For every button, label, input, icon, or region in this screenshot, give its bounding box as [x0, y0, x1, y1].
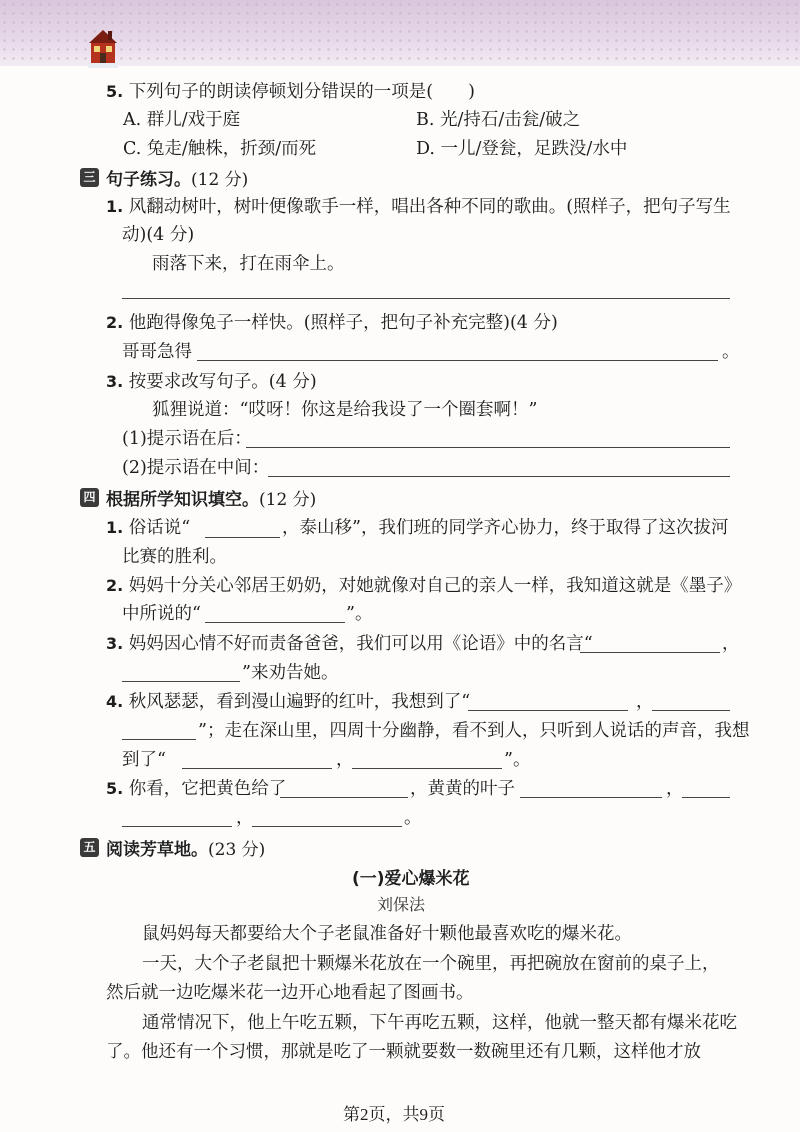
sec4-q4-end: ”。 [504, 750, 531, 770]
sec3-q2-suffix: 。 [722, 342, 740, 362]
page-footer: 第2页，共9页 [343, 1105, 445, 1124]
paragraph: 一天，大个子老鼠把十颗爆米花放在一个碗里，再把碗放在窗前的桌子上， [142, 954, 720, 974]
fill-blank[interactable] [122, 681, 240, 682]
sec4-q2-c: ”。 [346, 604, 373, 624]
paragraph: 了。他还有一个习惯，那就是吃了一颗就要数一数碗里还有几颗，这样他才放 [106, 1042, 701, 1062]
fill-blank[interactable] [122, 826, 232, 827]
option-a: A. 群儿/戏于庭 [123, 110, 241, 130]
fill-blank[interactable] [252, 826, 402, 827]
article-author: 刘保法 [377, 895, 426, 914]
fill-blank[interactable] [682, 797, 730, 798]
sec4-q5-b: ，黄黄的叶子 [410, 779, 515, 799]
paragraph: 通常情况下，他上午吃五颗，下午再吃五颗，这样，他就一整天都有爆米花吃 [142, 1013, 737, 1033]
fill-blank[interactable] [580, 652, 720, 653]
sec4-q3-a: 3. 妈妈因心情不好而责备爸爸，我们可以用《论语》中的名言“ [106, 634, 593, 654]
section-3-badge: 三 [80, 168, 99, 187]
header-banner [0, 0, 800, 66]
option-c: C. 兔走/触株，折颈/而死 [123, 139, 317, 159]
house-icon [86, 27, 120, 69]
paragraph: 然后就一边吃爆米花一边开心地看起了图画书。 [106, 983, 474, 1003]
fill-blank[interactable] [280, 797, 408, 798]
sec4-q2-b: 中所说的“ [122, 604, 201, 624]
answer-line[interactable] [122, 298, 730, 299]
sec3-q1: 1. 风翻动树叶，树叶便像歌手一样，唱出各种不同的歌曲。(照样子，把句子写生 [106, 197, 731, 217]
sec3-q3-sentence: 狐狸说道：“哎呀！你这是给我设了一个圈套啊！” [152, 400, 538, 420]
sec4-q2-a: 2. 妈妈十分关心邻居王奶奶，对她就像对自己的亲人一样，我知道这就是《墨子》 [106, 576, 742, 596]
option-d: D. 一儿/登瓮，足跌没/水中 [416, 139, 628, 159]
sec3-q2-prefix: 哥哥急得 [122, 342, 192, 362]
fill-blank[interactable] [520, 797, 662, 798]
sec4-q1-b: ，泰山移”，我们班的同学齐心协力，终于取得了这次拔河 [282, 518, 729, 538]
sec4-q4-comma: ， [636, 692, 654, 712]
fill-blank[interactable] [205, 537, 280, 538]
sec3-q3: 3. 按要求改写句子。(4 分) [106, 372, 317, 392]
answer-line[interactable] [197, 360, 718, 361]
question-5: 5. 下列句子的朗读停顿划分错误的一项是( ) [106, 82, 475, 102]
sec4-q4-a: 4. 秋风瑟瑟，看到漫山遍野的红叶，我想到了“ [106, 692, 471, 712]
sec4-q1-a: 1. 俗话说“ [106, 518, 191, 538]
option-b: B. 光/持石/击瓮/破之 [416, 110, 581, 130]
sec4-q4-c: 到了“ [122, 750, 166, 770]
sec3-q1-cont: 动)(4 分) [122, 225, 195, 245]
sec4-q3-b: ”来劝告她。 [242, 663, 339, 683]
sec3-q1-prompt: 雨落下来，打在雨伞上。 [152, 254, 345, 274]
fill-blank[interactable] [352, 768, 502, 769]
answer-line[interactable] [246, 447, 730, 448]
fill-blank[interactable] [205, 622, 345, 623]
sec4-q5-a: 5. 你看，它把黄色给了 [106, 779, 287, 799]
sec3-q3-sub2: (2)提示语在中间： [122, 458, 270, 478]
section-5-title: 阅读芳草地。(23 分) [106, 840, 266, 860]
sec3-q3-sub1: (1)提示语在后： [122, 429, 252, 449]
sec4-q4-comma2: ， [336, 750, 354, 770]
fill-blank[interactable] [652, 710, 730, 711]
answer-line[interactable] [268, 476, 730, 477]
section-5-badge: 五 [80, 838, 99, 857]
article-title: (一)爱心爆米花 [352, 869, 470, 889]
fill-blank[interactable] [182, 768, 332, 769]
sec4-q3-comma: ， [722, 634, 740, 654]
sec4-q5-comma2: ， [236, 808, 254, 828]
fill-blank[interactable] [122, 739, 196, 740]
sec4-q5-end: 。 [404, 808, 422, 828]
sec4-q4-b: ”；走在深山里，四周十分幽静，看不到人，只听到人说话的声音，我想 [198, 721, 750, 741]
paragraph: 鼠妈妈每天都要给大个子老鼠准备好十颗他最喜欢吃的爆米花。 [142, 924, 632, 944]
sec4-q1-c: 比赛的胜利。 [122, 547, 227, 567]
sec4-q5-comma: ， [666, 779, 684, 799]
section-3-title: 句子练习。(12 分) [106, 170, 249, 190]
fill-blank[interactable] [468, 710, 628, 711]
sec3-q2: 2. 他跑得像兔子一样快。(照样子，把句子补充完整)(4 分) [106, 313, 558, 333]
section-4-badge: 四 [80, 488, 99, 507]
section-4-title: 根据所学知识填空。(12 分) [106, 490, 317, 510]
